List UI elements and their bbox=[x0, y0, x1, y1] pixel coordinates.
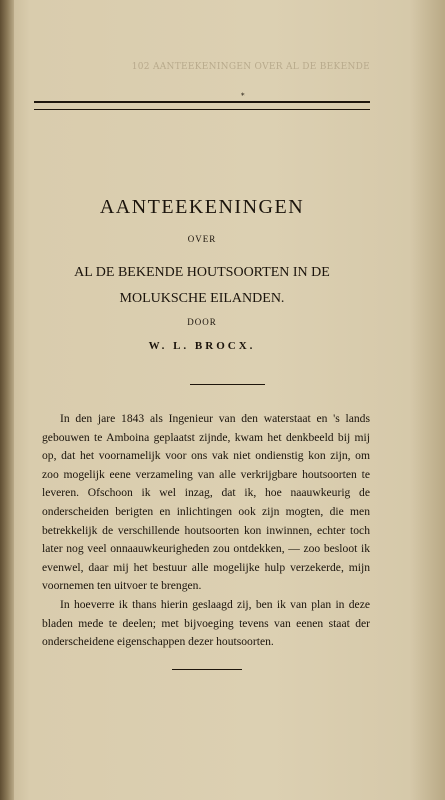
body-text bbox=[42, 410, 370, 652]
byline-label: DOOR bbox=[187, 317, 217, 327]
header-double-rule bbox=[34, 101, 370, 110]
book-gutter bbox=[0, 0, 14, 800]
title-connector: OVER bbox=[187, 234, 217, 244]
article-title: AANTEEKENINGEN bbox=[99, 196, 305, 218]
paragraph-1: In den jare 1843 als Ingenieur van den waterstaat en 's lands gebouwen te Amboina geplaatst zijnde, kwam het denkbeeld bij mij op, dat het voornamelijk voor ons vak niet ondienstig kon zijn, om zoo mogelijk eene verzameling van alle verkrijgbare houtsoorten te leveren. Ofschoon ik wel inzag, dat ik, hoe naauwkeurig de onderscheiden berigten en inlichtingen ook zijn mogten, die men betrekkelijk de verschillende houtsoorten kon inwinnen, echter toch later nog veel onnaauwkeurigheden zou ontdekken, — zoo besloot ik evenwel, daar mij het bestuur alle mogelijke hulp verzekerde, mijn voornemen ten uitvoer te brengen. bbox=[42, 412, 370, 593]
author-name: W. L. BROCX. bbox=[148, 340, 256, 352]
title-separator-rule bbox=[190, 384, 265, 385]
running-head-bleedthrough: 102 AANTEEKENINGEN OVER AL DE BEKENDE bbox=[131, 62, 370, 72]
article-subtitle: AL DE BEKENDE HOUTSOORTEN IN DE MOLUKSCHE EILANDEN. bbox=[74, 265, 330, 306]
paragraph-2: In hoeverre ik thans hierin geslaagd zij, ben ik van plan in deze bladen mede te deelen; met bijvoeging tevens van eenen staat der onderscheidene eigenschappen dezer houtsoorten. bbox=[42, 597, 370, 649]
ornament-mark: * bbox=[241, 92, 245, 100]
end-separator-rule bbox=[172, 669, 242, 670]
